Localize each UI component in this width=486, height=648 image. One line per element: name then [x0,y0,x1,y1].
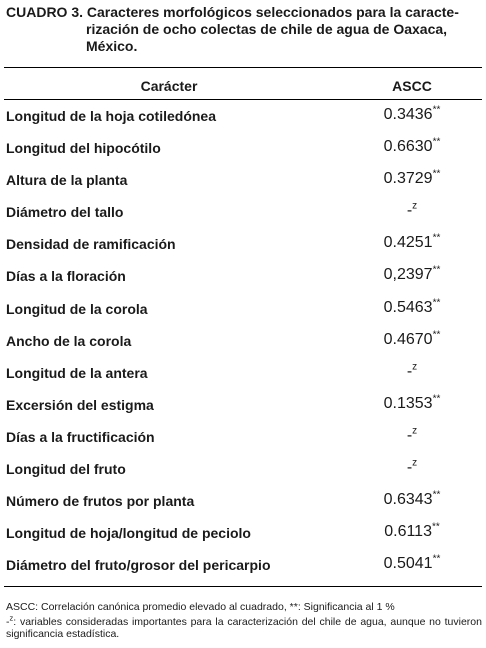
ascc-number: 0,2397 [383,266,433,284]
note-ascc: ASCC: Correlación canónica promedio elevado al cuadrado, **: Significancia al 1 % [6,601,395,613]
table-row [4,486,482,518]
header-character: Carácter [140,78,198,94]
row-ascc-value [364,363,460,381]
row-ascc-value [364,331,460,349]
caption-line-2: rización de ocho colectas de chile de agua de Oaxaca, [86,21,448,37]
table-row [4,358,482,390]
significance-mark: ** [431,521,440,533]
table-row [4,518,482,550]
row-ascc-value [364,266,460,284]
ascc-number: 0.5041 [383,555,433,573]
row-ascc-value [364,427,460,445]
row-character: Longitud de hoja/longitud de peciolo [6,525,251,542]
table-row [4,197,482,229]
significance-mark: ** [432,297,441,309]
significance-mark: ** [432,553,441,565]
table-row [4,165,482,197]
significance-mark: ** [432,104,441,116]
table-caption [6,4,480,55]
ascc-number: 0.6343 [383,491,433,509]
table-row [4,101,482,133]
significance-mark: z [412,361,418,373]
table-row [4,326,482,358]
significance-mark: z [412,200,418,212]
note-variables-text: : variables consideradas importantes para la caracterización del chile de agua, aunque no tuvieron significancia estadística. [6,615,482,640]
row-ascc-value [364,106,460,124]
row-ascc-value [364,395,460,413]
table-bottom-rule [4,586,482,587]
table-row [4,229,482,261]
table-row [4,261,482,293]
header-ascc: ASCC [392,78,432,94]
row-character: Longitud de la corola [6,300,148,317]
ascc-number: 0.1353 [383,394,433,412]
table-header-rule [4,99,482,100]
row-character: Altura de la planta [6,172,128,189]
row-ascc-value [364,170,460,188]
ascc-number: - [406,362,413,380]
row-character: Días a la fructificación [6,428,155,445]
ascc-number: 0.4251 [383,234,433,252]
row-character: Diámetro del tallo [6,204,124,221]
row-ascc-value [364,459,460,477]
note-z-mark: z [9,613,14,622]
row-ascc-value [364,202,460,220]
row-ascc-value [364,523,460,541]
row-character: Diámetro del fruto/grosor del pericarpio [6,557,271,574]
ascc-number: - [406,459,413,477]
significance-mark: z [412,457,418,469]
row-character: Longitud del hipocótilo [6,140,161,157]
ascc-number: 0.3729 [383,170,433,188]
note-dash: - [6,615,10,628]
ascc-number: 0.6630 [383,138,433,156]
ascc-number: 0.4670 [383,330,433,348]
significance-mark: ** [432,265,441,277]
row-character: Densidad de ramificación [6,236,176,253]
table-notes [6,601,482,641]
table-row [4,550,482,582]
caption-line-1 [6,4,480,21]
row-ascc-value [364,491,460,509]
ascc-number: - [406,202,413,220]
row-character: Longitud de la hoja cotiledónea [6,108,217,124]
significance-mark: ** [432,329,441,341]
ascc-number: 0.6113 [384,523,432,541]
significance-mark: ** [432,136,441,148]
significance-mark: z [412,425,418,437]
table-row [4,390,482,422]
row-character: Días a la floración [6,268,126,285]
significance-mark: ** [432,168,441,180]
table-top-rule [4,67,482,68]
row-character: Excersión del estigma [6,396,154,413]
row-character: Ancho de la corola [6,332,132,349]
row-ascc-value [364,555,460,573]
table-body [4,101,482,582]
table-row [4,422,482,454]
table-row [4,454,482,486]
significance-mark: ** [432,393,441,405]
caption-line-3: México. [86,38,138,54]
row-ascc-value [364,138,460,156]
ascc-number: 0.5463 [383,298,433,316]
ascc-number: 0.3436 [383,106,433,123]
table-row [4,133,482,165]
table-header [4,78,482,96]
significance-mark: ** [432,489,441,501]
significance-mark: ** [432,233,441,245]
row-character: Longitud del fruto [6,461,126,478]
table-row [4,294,482,326]
row-ascc-value [364,234,460,252]
row-character: Número de frutos por planta [6,493,195,510]
row-character: Longitud de la antera [6,364,148,381]
ascc-number: - [406,426,413,444]
caption-text-1: Caracteres morfológicos seleccionados para la caracte- [86,4,459,20]
note-variables [6,613,482,641]
caption-label: CUADRO 3. [6,4,84,20]
row-ascc-value [364,299,460,317]
